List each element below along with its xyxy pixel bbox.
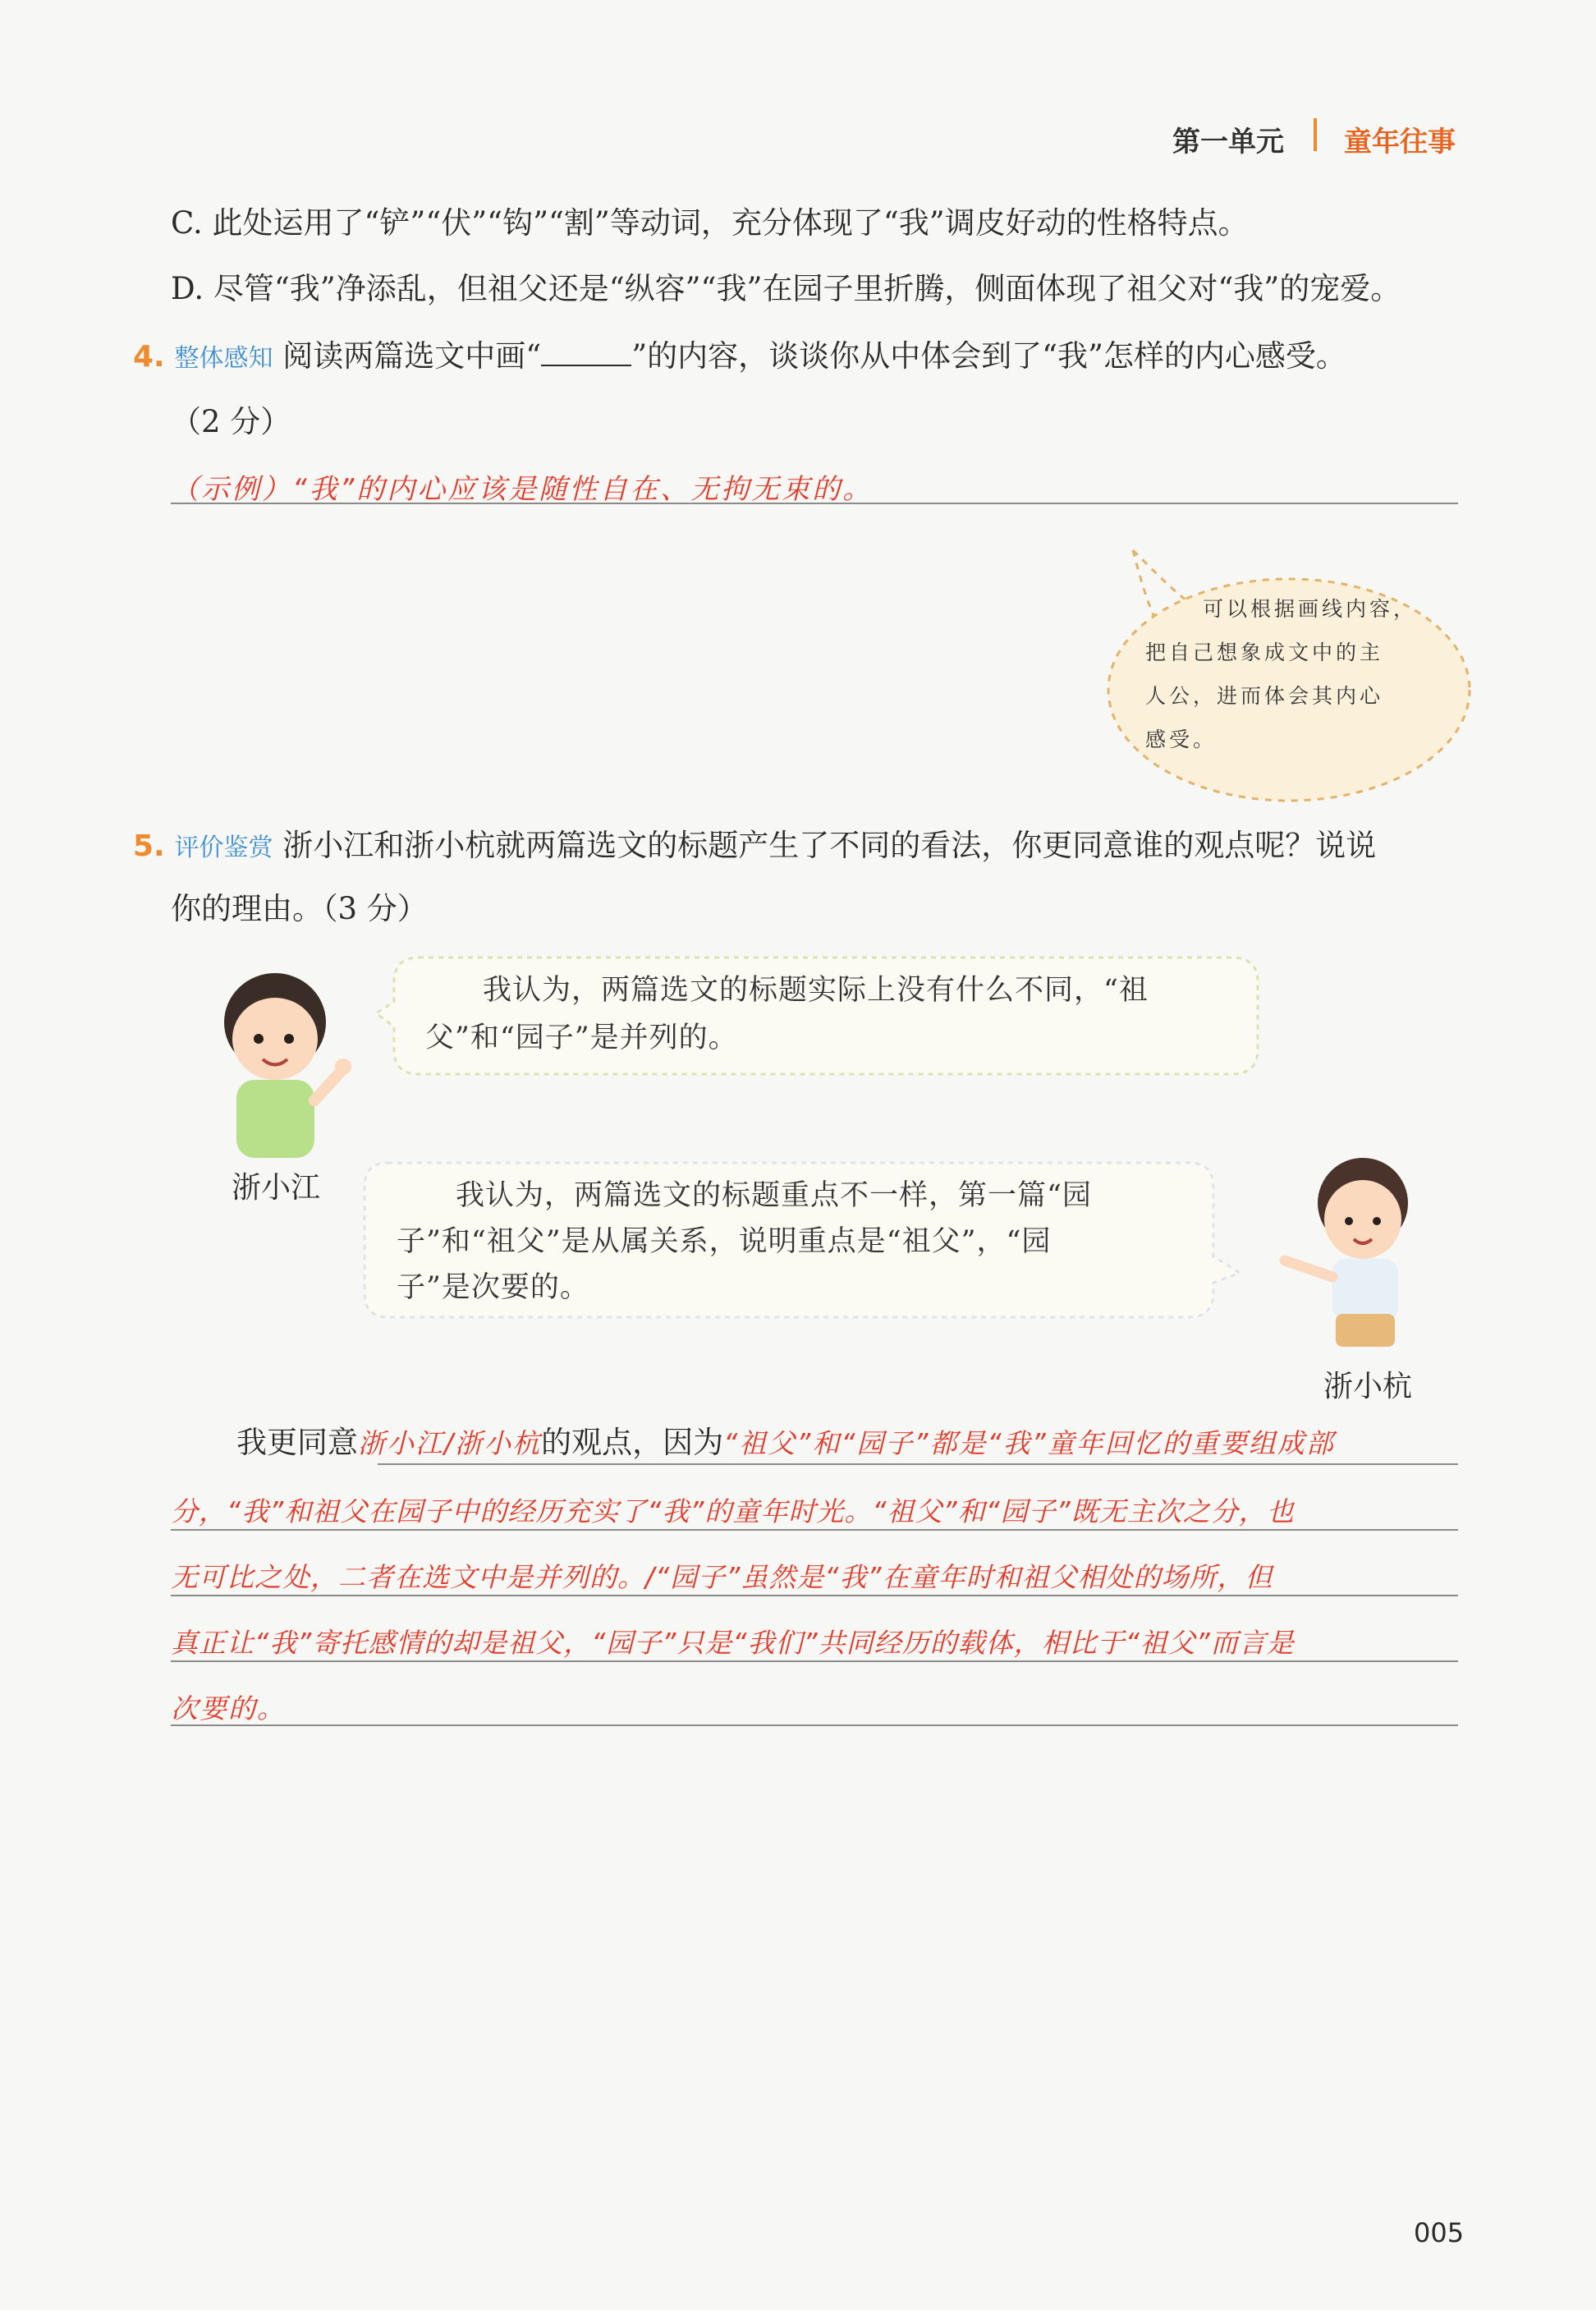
- unit-title: 第一单元: [1172, 126, 1284, 158]
- answer-prefix: 我更同意: [236, 1425, 358, 1460]
- answer-text: 分，“我”和祖父在园子中的经历充实了“我”的童年时光。“祖父”和“园子”既无主次之分，也: [171, 1495, 1295, 1527]
- answer-text: （示例）“我”的内心应该是随性自在、无拘无束的。: [171, 473, 874, 506]
- tip-line: 感受。: [1145, 728, 1218, 751]
- question-text: 阅读两篇选文中画“: [282, 338, 542, 374]
- answer-mid: 的观点，因为: [541, 1425, 724, 1460]
- question-tag: 整体感知: [174, 344, 273, 373]
- header-divider: [1314, 118, 1317, 151]
- answer-line: [171, 1529, 1458, 1531]
- boy-illustration: [197, 957, 361, 1170]
- tip-line: 人公，进而体会其内心: [1145, 684, 1384, 708]
- answer-text: “祖父”和“园子”都是“我”童年回忆的重要组成部: [723, 1427, 1335, 1459]
- question-tag: 评价鉴赏: [174, 834, 273, 862]
- answer-line: [171, 503, 1458, 504]
- question-text: 你的理由。（3 分）: [171, 891, 428, 926]
- question-number: 4.: [133, 340, 165, 374]
- tip-line: 把自己想象成文中的主: [1145, 641, 1384, 664]
- answer-line: [171, 1724, 1458, 1726]
- tip-line: 可以根据画线内容，: [1203, 597, 1418, 621]
- bubble-line: 父”和“园子”是并列的。: [425, 1022, 738, 1054]
- question-text: ”的内容，谈谈你从中体会到了“我”怎样的内心感受。: [631, 338, 1346, 374]
- answer-line-1: [236, 1425, 1335, 1461]
- question-5: [133, 828, 1376, 864]
- option-d: D. 尽管“我”净添乱，但祖父还是“纵容”“我”在园子里折腾，侧面体现了祖父对“我”的宠爱。: [171, 271, 1401, 306]
- boy-illustration: [1268, 1146, 1433, 1363]
- character-name: 浙小江: [232, 1171, 321, 1205]
- character-name: 浙小杭: [1323, 1370, 1413, 1403]
- unit-theme: 童年往事: [1344, 126, 1456, 158]
- bubble-line: 子”是次要的。: [397, 1271, 589, 1304]
- bubble-line: 我认为，两篇选文的标题重点不一样，第一篇“园: [456, 1179, 1092, 1212]
- answer-text: 无可比之处，二者在选文中是并列的。/“园子”虽然是“我”在童年时和祖父相处的场所，但: [171, 1561, 1273, 1593]
- question-number: 5.: [133, 829, 165, 863]
- answer-choice: 浙小江/浙小杭: [358, 1427, 542, 1459]
- answer-line: [378, 1463, 1458, 1465]
- answer-text: 真正让“我”寄托感情的却是祖父，“园子”只是“我们”共同经历的载体，相比于“祖父”而言是: [171, 1627, 1295, 1659]
- answer-text: 次要的。: [171, 1692, 286, 1724]
- question-4: [133, 337, 1346, 374]
- bubble-line: 我认为，两篇选文的标题实际上没有什么不同，“祖: [483, 974, 1149, 1007]
- option-c: C. 此处运用了“铲”“伏”“钩”“割”等动词，充分体现了“我”调皮好动的性格特点。: [171, 205, 1249, 241]
- question-text: 浙小江和浙小杭就两篇选文的标题产生了不同的看法，你更同意谁的观点呢？说说: [282, 828, 1377, 863]
- answer-line: [171, 1595, 1458, 1596]
- underline-blank: [541, 337, 631, 366]
- question-score: （2 分）: [171, 404, 291, 439]
- page-number: 005: [1414, 2217, 1465, 2248]
- bubble-line: 子”和“祖父”是从属关系，说明重点是“祖父”，“园: [397, 1225, 1052, 1258]
- answer-line: [171, 1660, 1458, 1662]
